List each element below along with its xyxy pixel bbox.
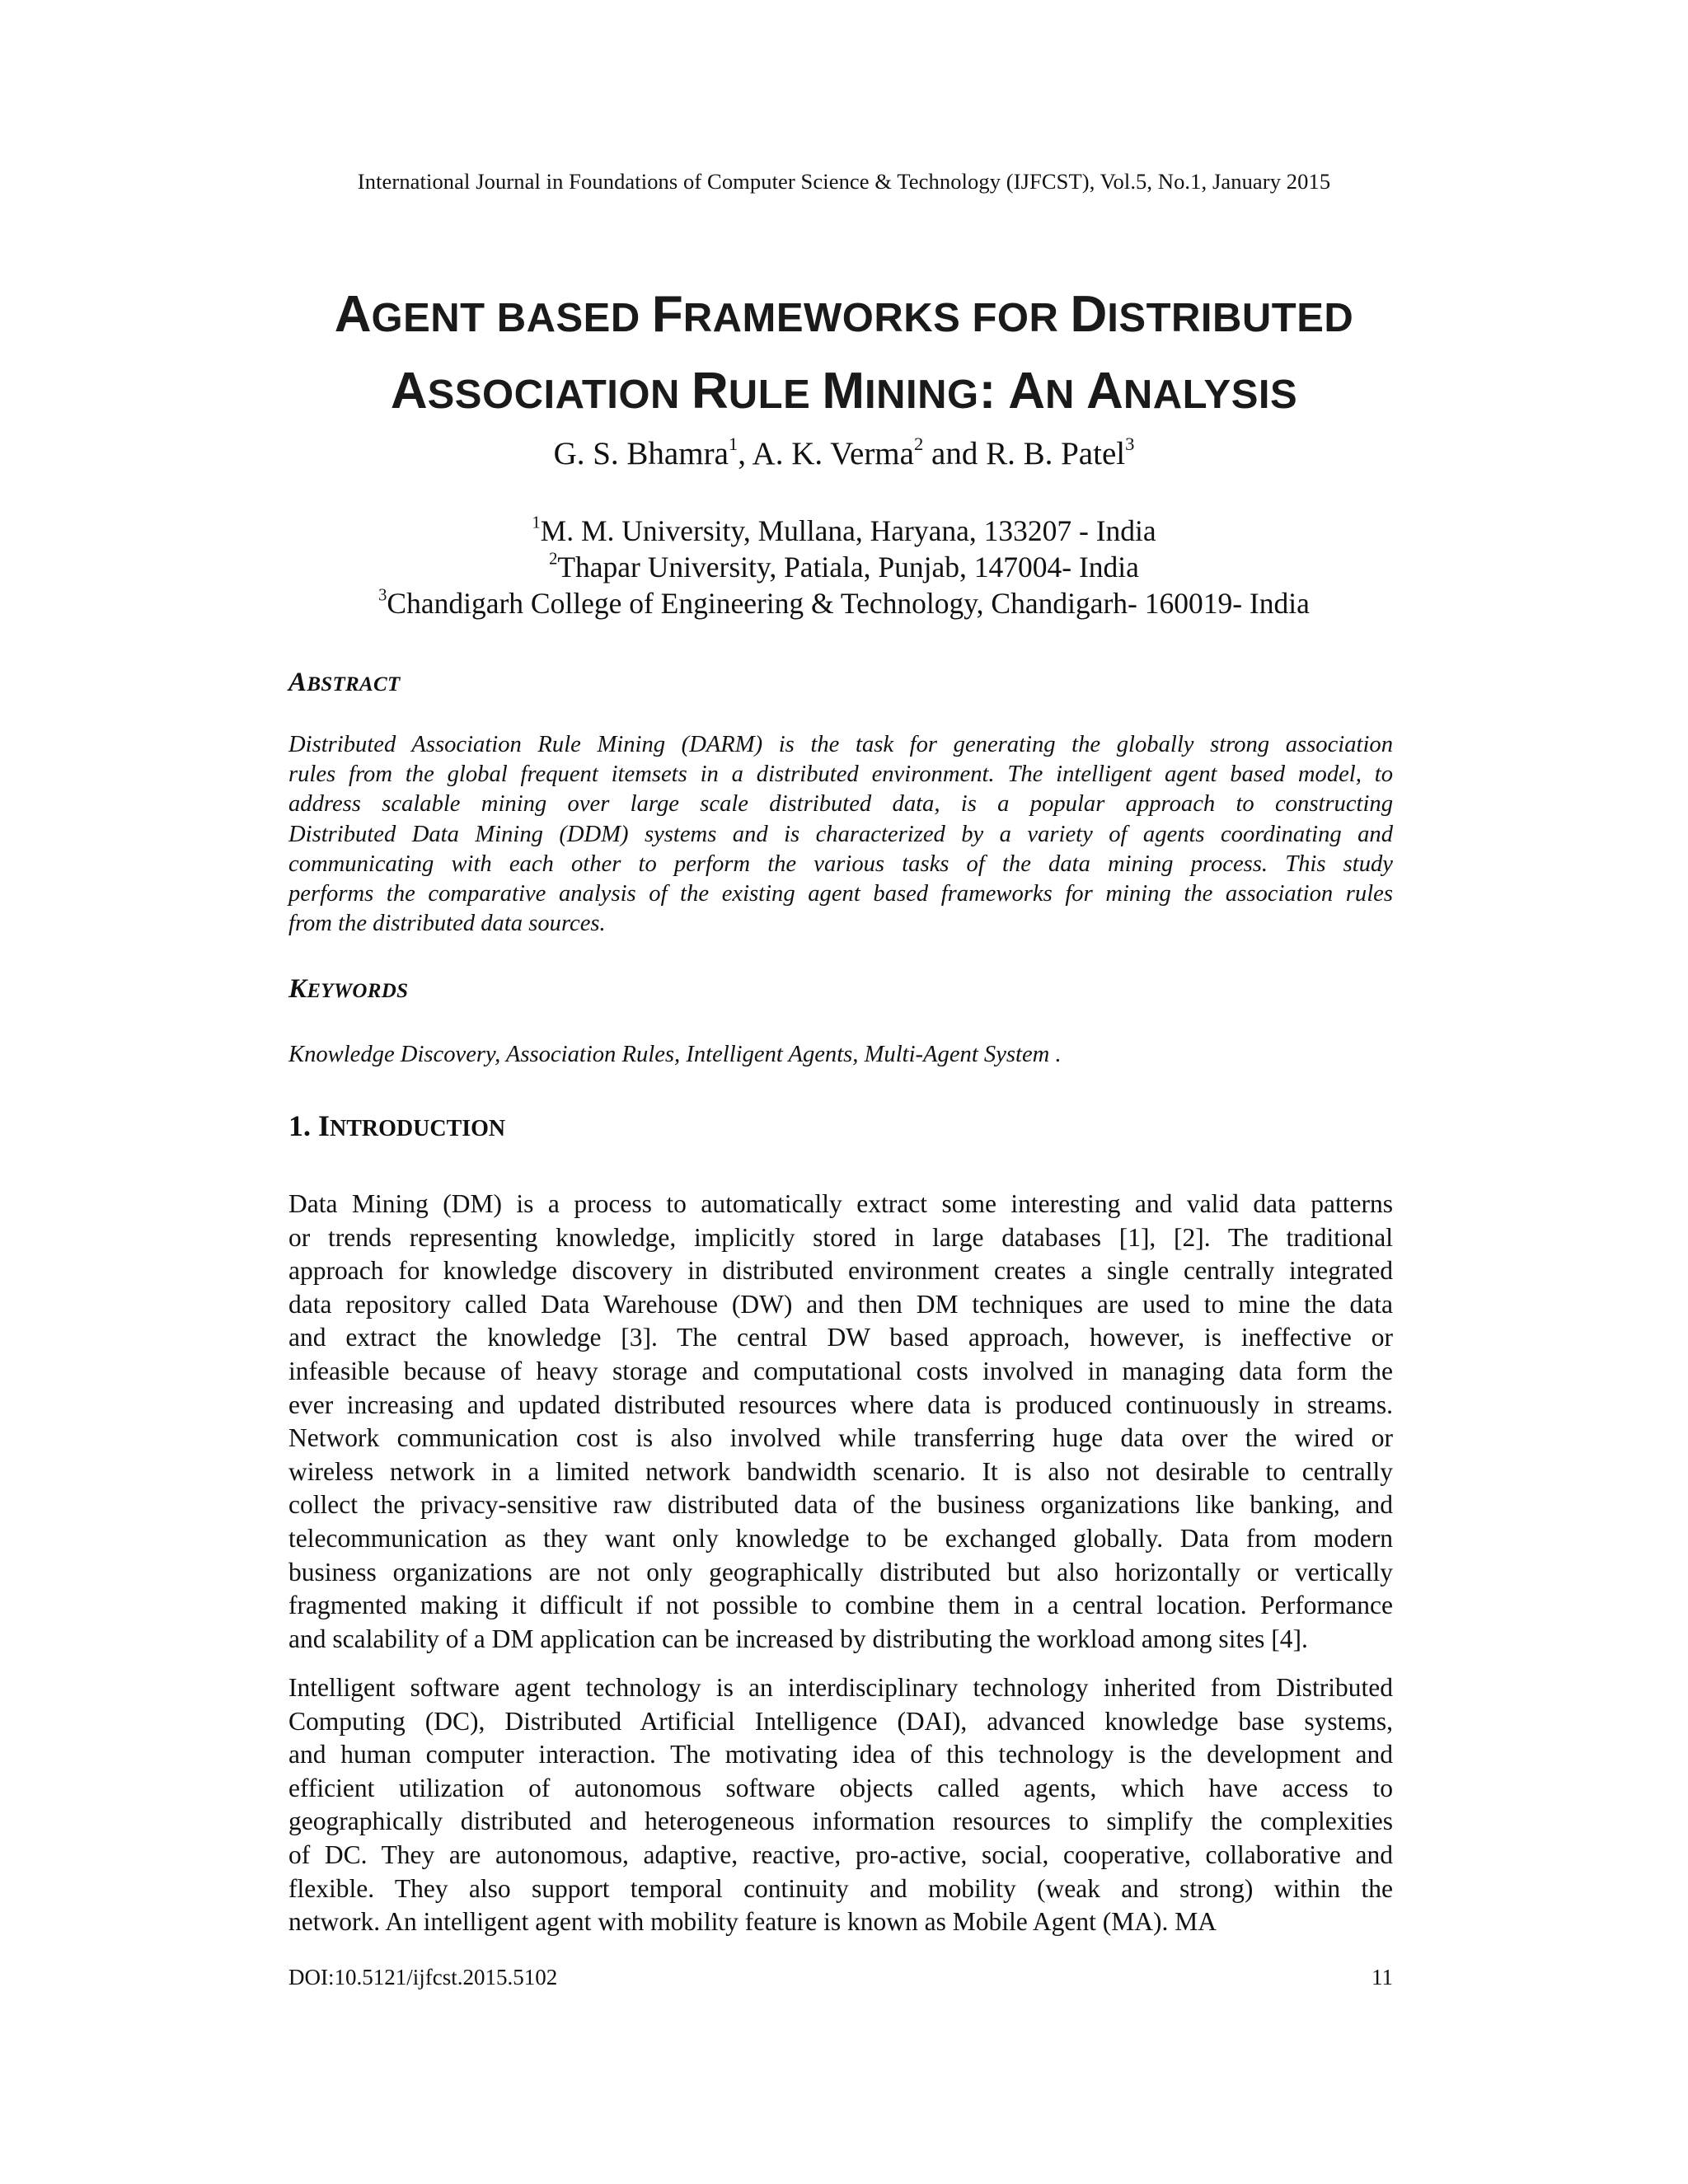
section-heading-introduction: 1. INTRODUCTION bbox=[288, 1109, 506, 1142]
text-line: and scalability of a DM application can be increased by distributing the workload among sites [4]. bbox=[288, 1624, 1308, 1653]
text-line: performs the comparative analysis of the existing agent based frameworks for mining the association rules bbox=[288, 881, 1393, 907]
text-line: wireless network in a limited network bandwidth scenario. It is also not desirable to centrally bbox=[288, 1456, 1393, 1486]
title-run: N bbox=[1045, 373, 1087, 417]
text-line: Computing (DC), Distributed Artificial Intelligence (DAI), advanced knowledge base systems, bbox=[288, 1706, 1393, 1736]
affiliation-line bbox=[0, 513, 1688, 549]
footer-doi: DOI:10.5121/ijfcst.2015.5102 bbox=[288, 1965, 558, 1990]
title-run: : bbox=[978, 363, 1009, 419]
page-number: 11 bbox=[1372, 1965, 1393, 1990]
author-separator: , bbox=[738, 436, 753, 471]
text-line: and human computer interaction. The motivating idea of this technology is the development and bbox=[288, 1740, 1393, 1769]
text-line: Distributed Association Rule Mining (DARM) is the task for generating the globally strong association bbox=[288, 732, 1393, 757]
abstract-heading: ABSTRACT bbox=[288, 668, 401, 697]
author-name: G. S. Bhamra bbox=[553, 436, 729, 471]
title-run: A bbox=[1008, 363, 1046, 419]
text-line: fragmented making it difficult if not possible to combine them in a central location. Performance bbox=[288, 1591, 1393, 1620]
title-run: R bbox=[691, 363, 729, 419]
author-separator: and bbox=[923, 436, 987, 471]
title-run: GENT BASED bbox=[371, 296, 652, 340]
affiliation-mark: 1 bbox=[532, 513, 541, 532]
title-run: A bbox=[334, 286, 372, 343]
keywords-text: Knowledge Discovery, Association Rules, Intelligent Agents, Multi-Agent System . bbox=[288, 1042, 1062, 1067]
affiliation-line bbox=[0, 585, 1688, 621]
title-run: INING bbox=[865, 373, 979, 417]
author-name: A. K. Verma bbox=[752, 436, 914, 471]
affiliation-mark: 3 bbox=[378, 586, 387, 605]
text-line: approach for knowledge discovery in distributed environment creates a single centrally integrated bbox=[288, 1256, 1393, 1286]
text-line: flexible. They also support temporal continuity and mobility (weak and strong) within the bbox=[288, 1873, 1393, 1903]
abstract-text bbox=[288, 730, 1393, 939]
intro-paragraph-2 bbox=[288, 1671, 1393, 1939]
title-run: RAMEWORKS FOR bbox=[682, 296, 1071, 340]
author-affiliation-mark: 3 bbox=[1125, 434, 1135, 455]
author-list bbox=[0, 435, 1688, 472]
text-line: ever increasing and updated distributed resources where data is produced continuously in streams. bbox=[288, 1390, 1393, 1419]
title-line-2 bbox=[0, 359, 1688, 436]
title-line-1 bbox=[0, 283, 1688, 359]
author-affiliation-mark: 2 bbox=[913, 434, 924, 455]
text-line: from the distributed data sources. bbox=[288, 911, 606, 937]
text-line: of DC. They are autonomous, adaptive, reactive, pro-active, social, cooperative, collaborative and bbox=[288, 1840, 1393, 1869]
text-line: efficient utilization of autonomous software objects called agents, which have access to bbox=[288, 1773, 1393, 1802]
text-line: Distributed Data Mining (DDM) systems and is characterized by a variety of agents coordinating and bbox=[288, 821, 1393, 847]
text-line: Data Mining (DM) is a process to automatically extract some interesting and valid data patterns bbox=[288, 1189, 1393, 1218]
text-line: collect the privacy-sensitive raw distributed data of the business organizations like banking, and bbox=[288, 1490, 1393, 1520]
title-run: D bbox=[1070, 286, 1108, 343]
title-run: SSOCIATION bbox=[427, 373, 692, 417]
author-name: R. B. Patel bbox=[986, 436, 1126, 471]
keywords-heading: KEYWORDS bbox=[288, 974, 409, 1004]
text-line: network. An intelligent agent with mobility feature is known as Mobile Agent (MA). MA bbox=[288, 1907, 1217, 1937]
title-run: A bbox=[1086, 363, 1123, 419]
text-line: and extract the knowledge [3]. The central DW based approach, however, is ineffective or bbox=[288, 1323, 1393, 1352]
paper-title bbox=[0, 283, 1688, 436]
affiliation-text: Thapar University, Patiala, Punjab, 147004- India bbox=[557, 551, 1139, 583]
text-line: infeasible because of heavy storage and computational costs involved in managing data form the bbox=[288, 1356, 1393, 1385]
text-line: or trends representing knowledge, implicitly stored in large databases [1], [2]. The traditional bbox=[288, 1222, 1393, 1252]
title-run: F bbox=[651, 286, 683, 343]
author-affiliation-mark: 1 bbox=[728, 434, 738, 455]
title-run: M bbox=[822, 363, 865, 419]
text-line: business organizations are not only geographically distributed but also horizontally or vertically bbox=[288, 1557, 1393, 1586]
affiliation-text: M. M. University, Mullana, Haryana, 133207 - India bbox=[540, 514, 1156, 547]
intro-paragraph-1 bbox=[288, 1188, 1393, 1656]
text-line: telecommunication as they want only knowledge to be exchanged globally. Data from modern bbox=[288, 1523, 1393, 1553]
text-line: rules from the global frequent itemsets in a distributed environment. The intelligent agent based model, to bbox=[288, 762, 1393, 788]
affiliation-text: Chandigarh College of Engineering & Technology, Chandigarh- 160019- India bbox=[387, 587, 1310, 620]
title-run: NALYSIS bbox=[1123, 373, 1298, 417]
text-line: Intelligent software agent technology is an interdisciplinary technology inherited from Distributed bbox=[288, 1673, 1393, 1702]
title-run: ULE bbox=[728, 373, 823, 417]
title-run: ISTRIBUTED bbox=[1107, 296, 1354, 340]
affiliation-line bbox=[0, 549, 1688, 585]
affiliation-list bbox=[0, 513, 1688, 621]
text-line: address scalable mining over large scale distributed data, is a popular approach to constructing bbox=[288, 791, 1393, 818]
text-line: geographically distributed and heterogeneous information resources to simplify the complexities bbox=[288, 1807, 1393, 1836]
text-line: communicating with each other to perform the various tasks of the data mining process. This study bbox=[288, 851, 1393, 877]
text-line: Network communication cost is also involved while transferring huge data over the wired or bbox=[288, 1423, 1393, 1453]
title-run: A bbox=[390, 363, 428, 419]
text-line: data repository called Data Warehouse (DW) and then DM techniques are used to mine the data bbox=[288, 1289, 1393, 1319]
running-header: International Journal in Foundations of Computer Science & Technology (IJFCST), Vol.5, No.1, January 2015 bbox=[357, 169, 1331, 194]
affiliation-mark: 2 bbox=[549, 550, 558, 569]
